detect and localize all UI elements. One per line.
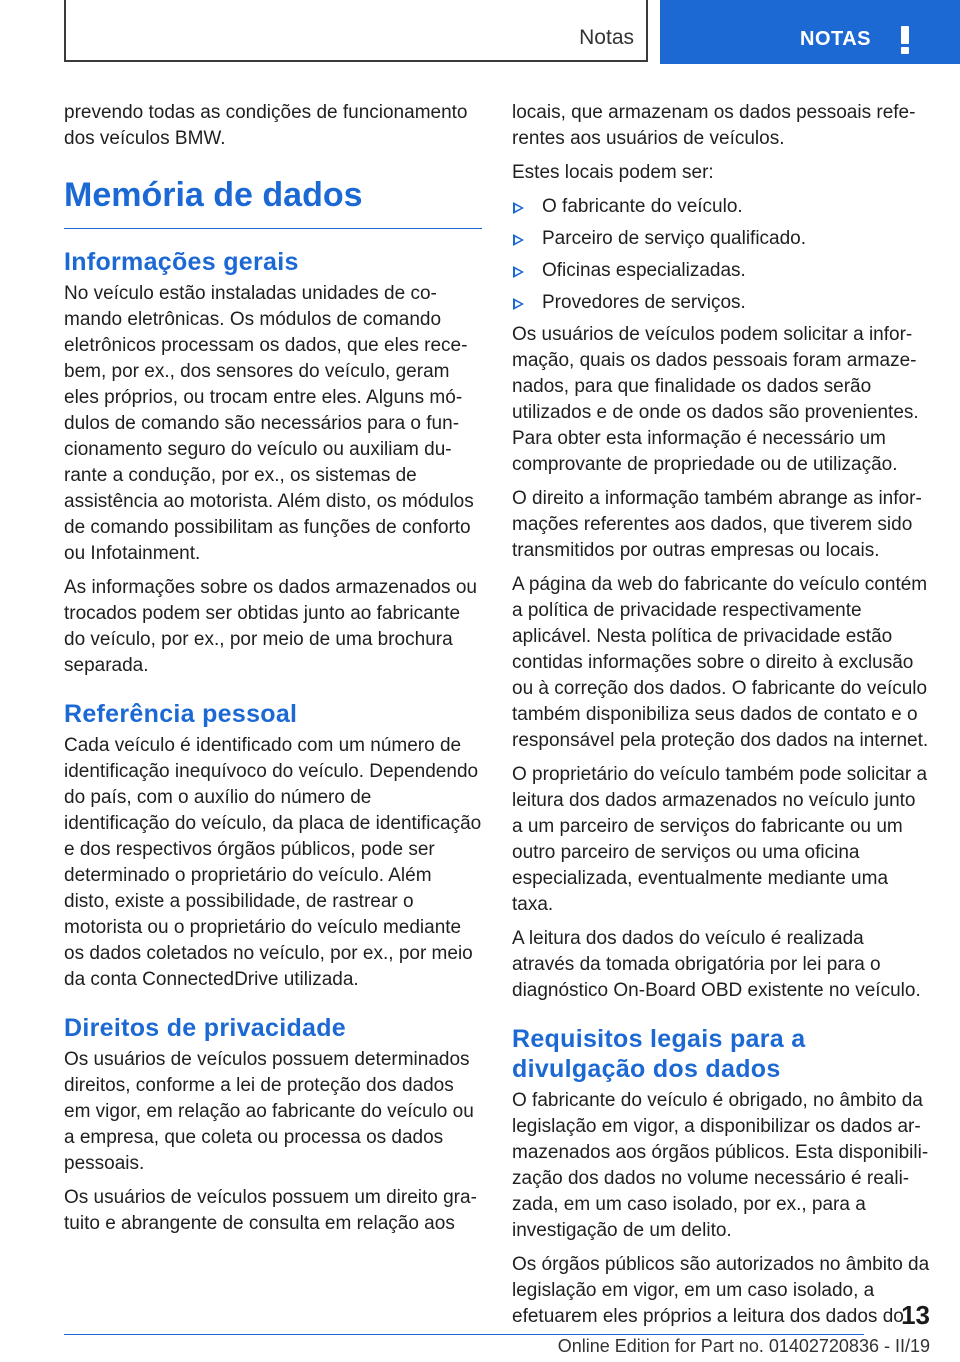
section-heading-privacy: Direitos de privacidade (64, 1014, 346, 1042)
paragraph-request-info: Os usuários de veículos podem solicitar a informação, quais os dados pessoais foram armazenados, para que finalidade os dados serão utilizados e de onde os dados são provenientes. Para obter esta informação é necessário um comprovante de propriedade ou de utilização. (512, 324, 919, 475)
paragraph-info-2: As informações sobre os dados armazenados ou trocados podem ser obtidas junto ao fabricante do veículo, por ex., por meio de uma brochura separada. (64, 577, 477, 676)
header-section-box (64, 0, 648, 62)
paragraph-right-info: O direito a informação também abrange as informações referentes aos dados, que tiverem sido transmitidos por outras empresas ou locais. (512, 488, 922, 561)
paragraph-website: A página da web do fabricante do veículo contém a política de privacidade respectivamente aplicável. Nesta política de privacidade estão contidas informações sobre o direito à exclusão ou à correção dos dados. O fabricante do veículo também disponibiliza seus dados de contato e o responsável pela proteção dos dados na internet. (512, 574, 929, 751)
paragraph-privacy-1: Os usuários de veículos possuem determinados direitos, conforme a lei de proteção dos dados em vigor, em relação ao fabricante do veículo ou a empresa, que coleta ou processa os dados pessoais. (64, 1049, 474, 1174)
list-item: Parceiro de serviço qualificado. (512, 226, 930, 252)
header-chapter-title: NOTAS (800, 28, 872, 50)
paragraph-legal-1: O fabricante do veículo é obrigado, no âmbito da legislação em vigor, a disponibilizar os dados armazenados aos órgãos públicos. Esta disponibilização dos dados no volume necessário é realizada, em um caso isolado, por ex., para a investigação de um delito. (512, 1090, 929, 1241)
paragraph-legal-2: Os órgãos públicos são autorizados no âmbito da legislação em vigor, em um caso isolado, a efetuarem eles próprios a leitura dos dados do (512, 1254, 930, 1327)
paragraph-privacy-2: Os usuários de veículos possuem um direito gratuito e abrangente de consulta em relação aos (64, 1187, 477, 1234)
locations-list (512, 194, 930, 316)
page-number: 13 (901, 1300, 930, 1330)
paragraph-info-1: No veículo estão instaladas unidades de comando eletrônicas. Os módulos de comando eletrônicos processam os dados, que eles recebem, por ex., dos sensores do veículo, geram eles próprios, ou trocam entre eles. Alguns módulos de comando são necessários para o funcionamento seguro do veículo ou auxiliam durante a condução, por ex., os sistemas de assistência ao motorista. Além disto, os módulos de comando possibilitam as funções de conforto ou Infotainment. (64, 283, 474, 564)
page-title: Memória de dados (64, 174, 482, 229)
continuation-paragraph: locais, que armazenam os dados pessoais referentes aos usuários de veículos. (512, 102, 916, 149)
list-item: O fabricante do veículo. (512, 194, 930, 220)
triangle-bullet-icon (513, 234, 524, 246)
footer-divider (64, 1334, 864, 1335)
triangle-bullet-icon (513, 202, 524, 214)
warning-icon (900, 26, 910, 54)
right-column (512, 100, 930, 1338)
header-chapter-box (660, 0, 960, 64)
locations-intro: Estes locais podem ser: (512, 162, 714, 183)
list-item: Provedores de serviços. (512, 290, 930, 316)
header-section-title: Notas (579, 26, 634, 49)
footer-edition: Online Edition for Part no. 01402720836 - II/19 (557, 1336, 930, 1356)
paragraph-obd: A leitura dos dados do veículo é realizada através da tomada obrigatória por lei para o diagnóstico On-Board OBD existente no veículo. (512, 928, 921, 1001)
section-heading-reference: Referência pessoal (64, 700, 298, 728)
section-heading-info: Informações gerais (64, 248, 299, 276)
triangle-bullet-icon (513, 266, 524, 278)
list-item: Oficinas especializadas. (512, 258, 930, 284)
left-column (64, 100, 482, 1245)
paragraph-reference: Cada veículo é identificado com um número de identificação inequívoco do veículo. Dependendo do país, com o auxílio do número de identificação do veículo, da placa de identificação e dos respectivos órgãos públicos, pode ser determinado o proprietário do veículo. Além disto, existe a possibilidade, de rastrear o motorista ou o proprietário do veículo mediante os dados coletados no veículo, por ex., por meio da conta ConnectedDrive utilizada. (64, 735, 482, 990)
intro-paragraph: prevendo todas as condições de funcionamento dos veículos BMW. (64, 102, 468, 149)
paragraph-owner-read: O proprietário do veículo também pode solicitar a leitura dos dados armazenados no veículo junto a um parceiro de serviços do fabricante ou um outro parceiro de serviços ou uma oficina especializada, eventualmente mediante uma taxa. (512, 764, 928, 915)
triangle-bullet-icon (513, 298, 524, 310)
section-heading-legal: Requisitos legais para a divulgação dos dados (512, 1025, 806, 1083)
